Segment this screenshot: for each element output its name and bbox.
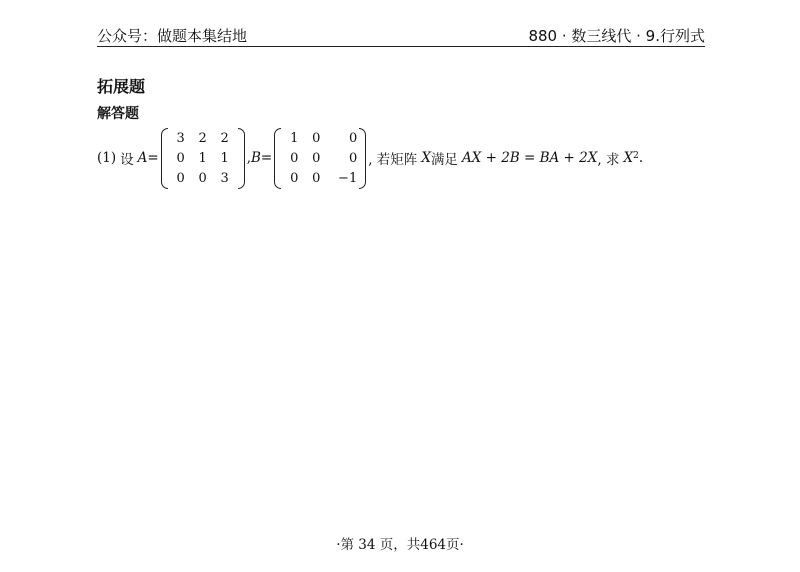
period: . [638,150,644,166]
right-paren [359,128,366,189]
matrix-b-cell: 1 [290,130,299,146]
matrix-b-cell: 0 [290,170,299,186]
equals-sign: = [260,150,273,166]
matrix-a [161,128,245,189]
matrix-a-grid [168,128,238,189]
left-paren [274,128,281,189]
subsection-title: 解答题 [97,106,139,122]
header-right-text: 880 · 数三线代 · 9.行列式 [528,27,705,45]
condition-text: , 若矩阵 [368,152,418,168]
matrix-b-cell: 0 [348,130,358,146]
matrix-a-cell: 0 [176,170,185,186]
header-left-text: 公众号：做题本集结地 [97,27,248,45]
problem-number: (1) [97,150,117,166]
matrix-equation: AX + 2B = BA + 2X [461,150,598,166]
matrix-a-cell: 1 [198,150,207,166]
right-paren [238,128,245,189]
left-paren [161,128,168,189]
matrix-a-cell: 0 [176,150,185,166]
matrix-a-cell: 2 [198,130,207,146]
page-header [97,22,705,47]
matrix-b-cell: 0 [312,130,321,146]
x-squared-exponent: 2 [633,151,639,161]
matrix-a-name: A [137,150,148,166]
ask-text: , 求 [597,152,620,168]
matrix-b-grid [281,128,359,189]
matrix-b-name: B [250,150,261,166]
matrix-b-cell: 0 [312,150,321,166]
matrix-a-cell: 2 [220,130,229,146]
comma: , [246,150,251,166]
matrix-b-cell: 0 [290,150,299,166]
matrix-b-cell: 0 [348,150,358,166]
x-squared-base: X [623,150,634,166]
matrix-b [274,128,366,189]
satisfies-text: 满足 [430,152,458,168]
section-title: 拓展题 [97,77,146,96]
matrix-b-cell: 0 [312,170,321,186]
page-footer: ·第 34 页，共464页· [336,537,464,553]
matrix-a-cell: 1 [220,150,229,166]
matrix-a-cell: 3 [176,130,185,146]
matrix-x-name: X [421,150,431,166]
matrix-b-cell: −1 [338,170,358,186]
problem-intro: 设 [120,152,134,168]
matrix-a-cell: 0 [198,170,207,186]
equals-sign: = [147,150,159,166]
problem-1 [97,128,643,188]
matrix-a-cell: 3 [220,170,229,186]
